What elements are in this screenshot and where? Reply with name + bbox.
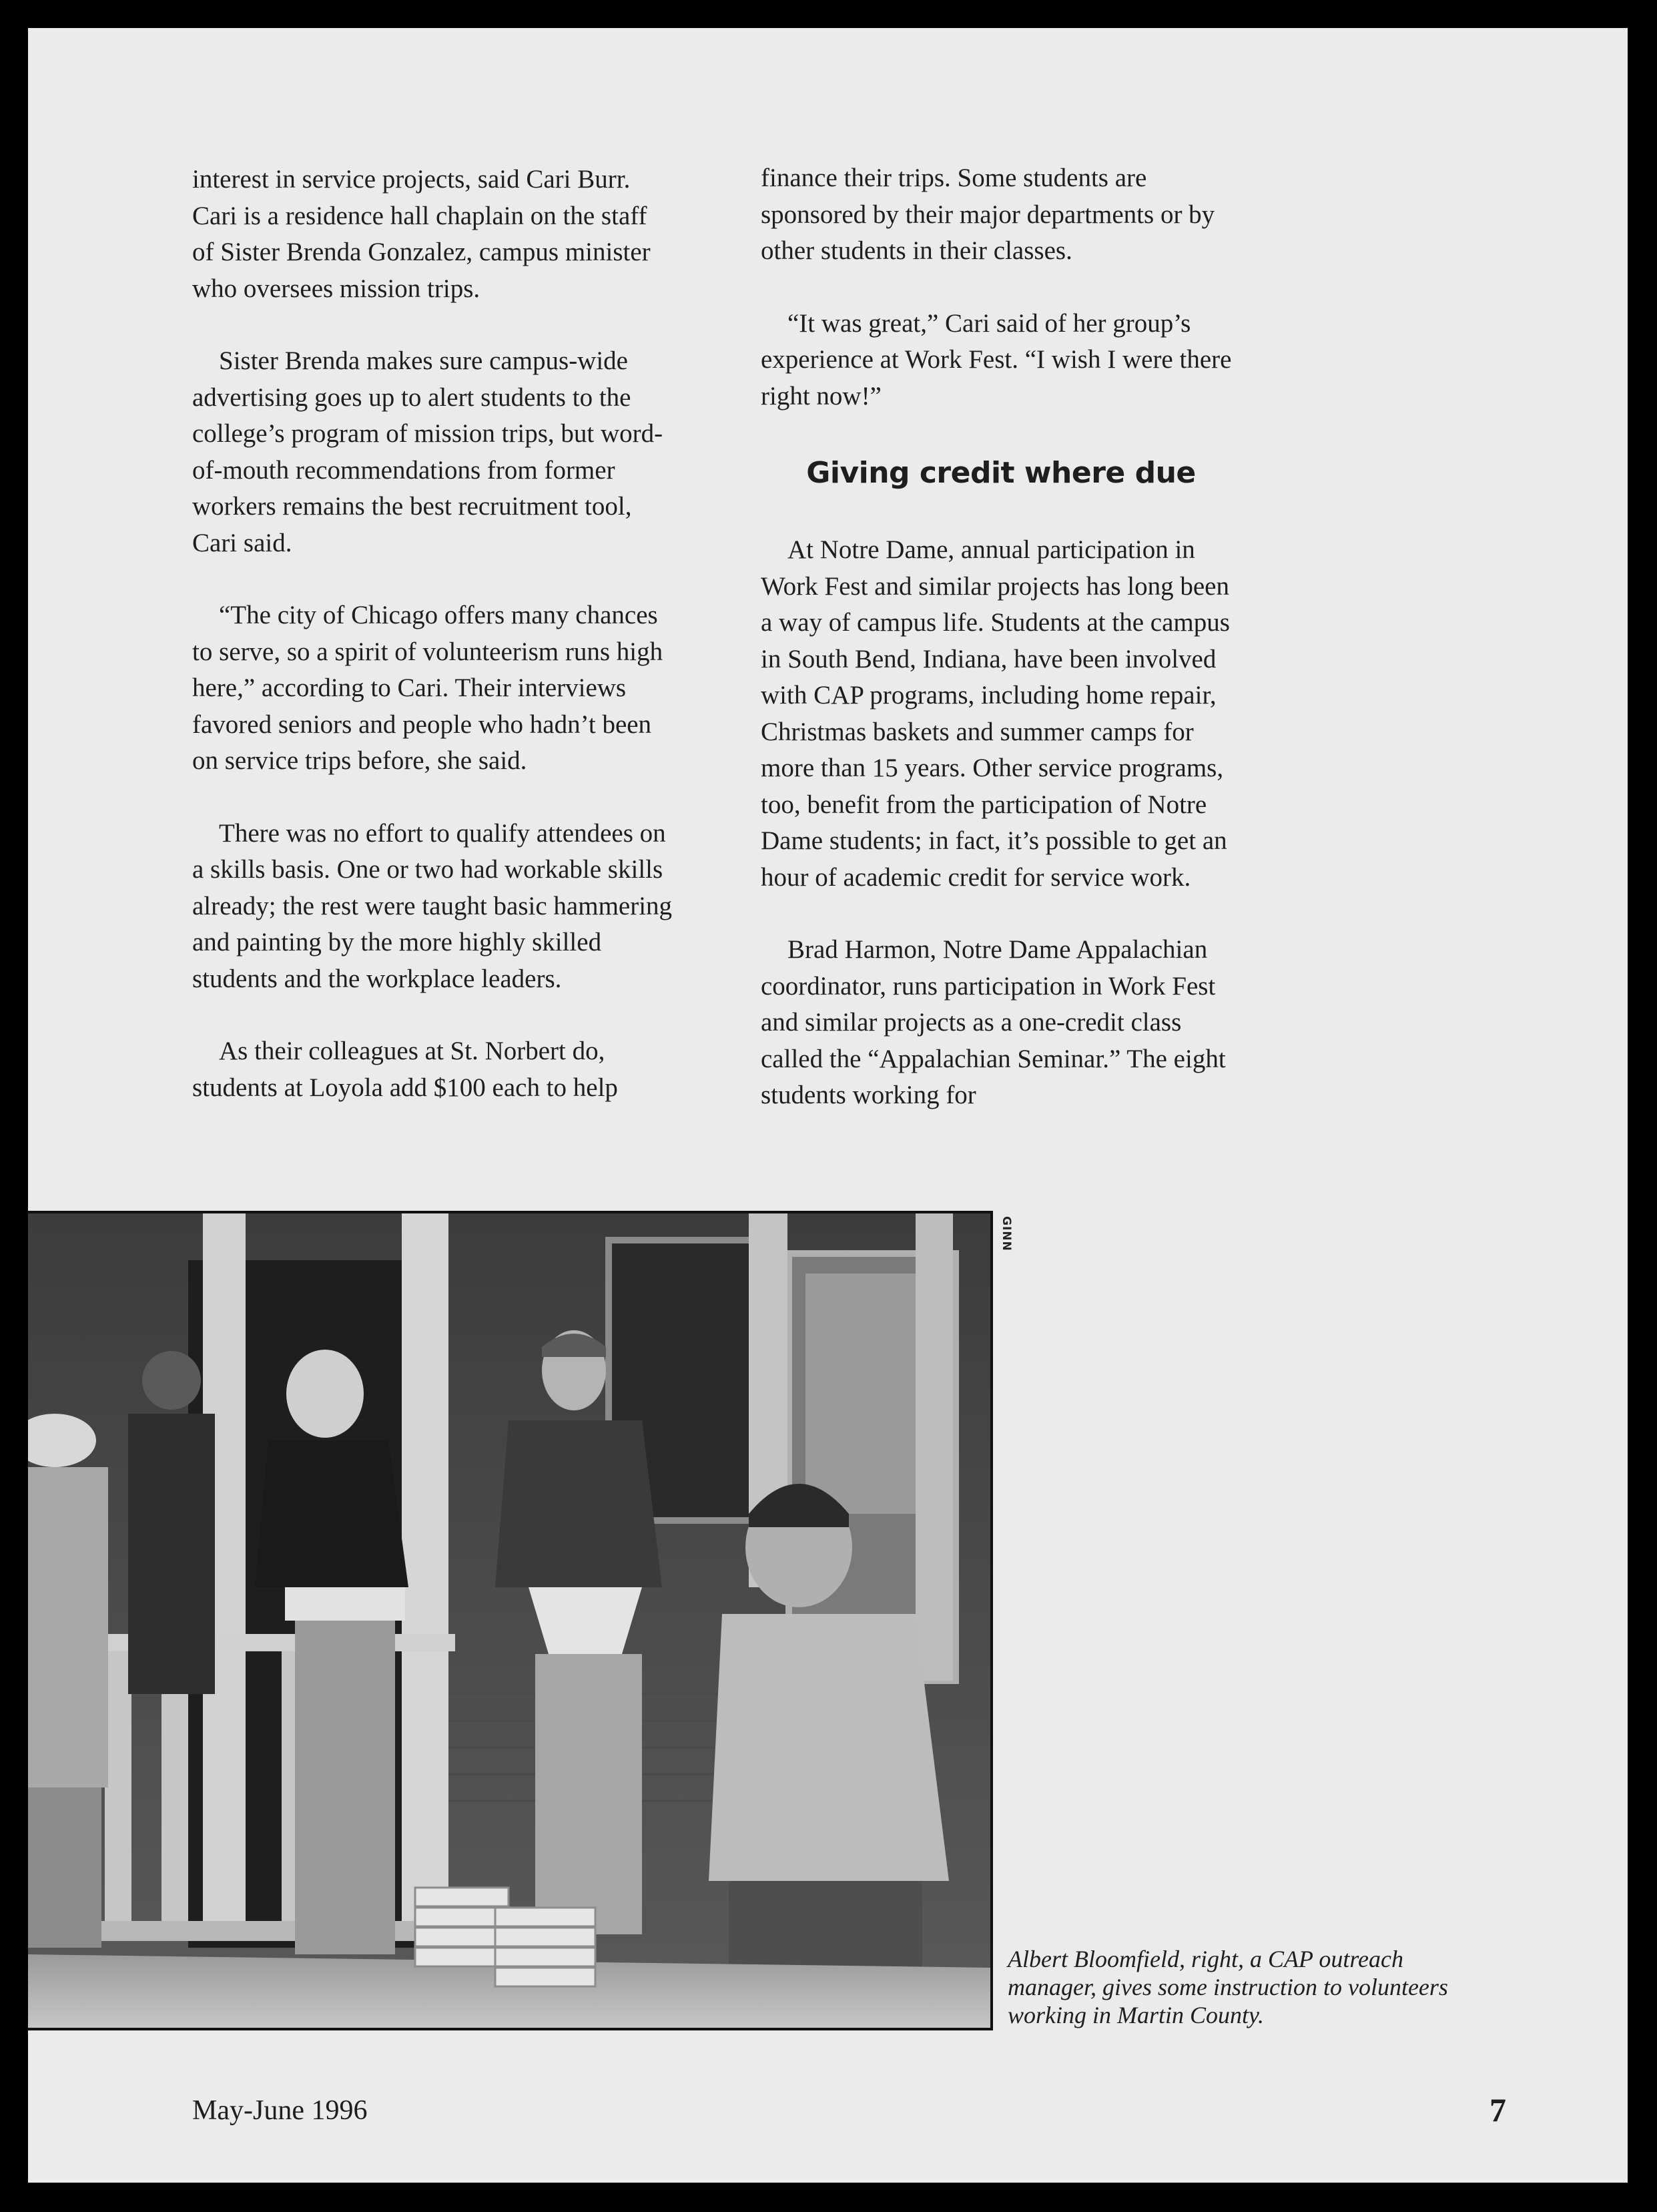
magazine-page — [28, 28, 1628, 2183]
issue-date: May-June 1996 — [192, 2095, 368, 2126]
photo-credit: GINN — [1000, 1216, 1013, 1252]
photo-caption: Albert Bloomfield, right, a CAP outreach manager, gives some instruction to volunteers working in Martin County. — [1008, 1946, 1448, 2028]
left-paragraph-4: There was no effort to qualify attendees on a skills basis. One or two had workable skills already; the rest were taught basic hammering and painting by the more highly skilled students and the workplace leaders. — [192, 818, 673, 993]
right-paragraph-1: finance their trips. Some students are sponsored by their major departments or by other students in their classes. — [761, 164, 1215, 265]
volunteers-photo — [28, 1211, 993, 2030]
right-paragraph-3: At Notre Dame, annual participation in Work Fest and similar projects has long been a way of campus life. Students at the campus in South Bend, Indiana, have been involved with CAP programs, including home repair, Christmas baskets and summer camps for more than 15 years. Other service programs, too, benefit from the participation of Notre Dame students; in fact, it’s possible to get an hour of academic credit for service work. — [761, 535, 1230, 892]
right-paragraph-4: Brad Harmon, Notre Dame Appalachian coordinator, runs participation in Work Fest and similar projects as a one-credit class called the “Appalachian Seminar.” The eight students working for — [761, 935, 1226, 1109]
right-column — [761, 160, 1241, 1150]
left-column — [192, 162, 673, 1142]
left-paragraph-5: As their colleagues at St. Norbert do, students at Loyola add $100 each to help — [192, 1037, 618, 1102]
porch-scene-illustration — [28, 1213, 990, 2030]
section-subhead: Giving credit where due — [806, 456, 1196, 490]
page-number: 7 — [1489, 2091, 1506, 2129]
left-paragraph-2: Sister Brenda makes sure campus-wide advertising goes up to alert students to the college’s program of mission trips, but word-of-mouth recommendations from former workers remains the best recruitment tool, Cari said. — [192, 346, 663, 557]
right-paragraph-2: “It was great,” Cari said of her group’s experience at Work Fest. “I wish I were there right now!” — [761, 308, 1232, 410]
left-paragraph-1: interest in service projects, said Cari Burr. Cari is a residence hall chaplain on the staff of Sister Brenda Gonzalez, campus minister who oversees mission trips. — [192, 165, 651, 303]
left-paragraph-3: “The city of Chicago offers many chances to serve, so a spirit of volunteerism runs high here,” according to Cari. Their interviews favored seniors and people who hadn’t been on service trips before, she said. — [192, 601, 663, 775]
